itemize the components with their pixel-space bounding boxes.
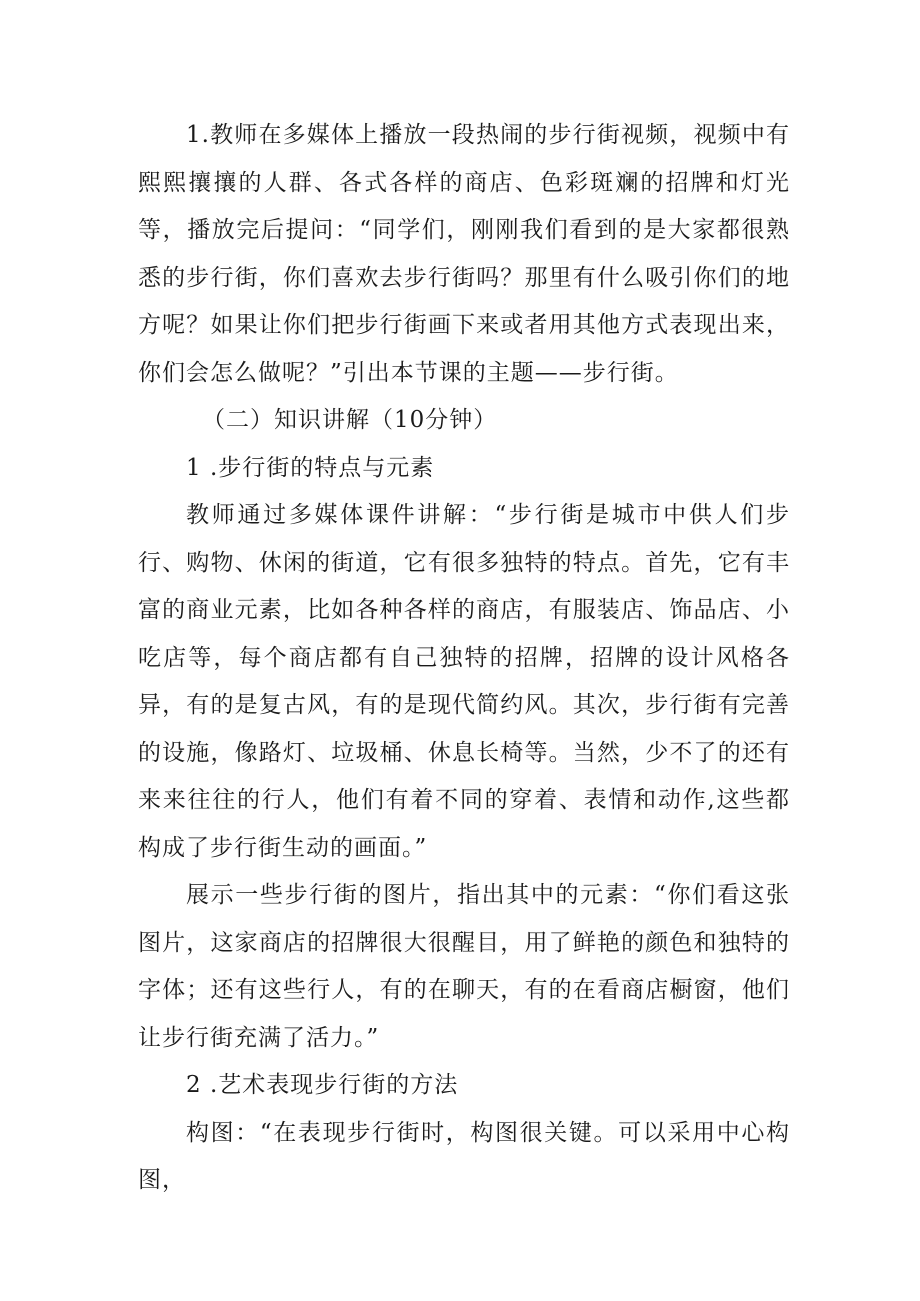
- document-body: [138, 112, 790, 1205]
- subheading-features: 1 .步行街的特点与元素: [186, 454, 435, 481]
- subheading-methods: 2 .艺术表现步行街的方法: [186, 1072, 459, 1098]
- paragraph-show-pictures: 展示一些步行街的图片，指出其中的元素：“你们看这张图片，这家商店的招牌很大很醒目，用了鲜艳的颜色和独特的字体；还有这些行人，有的在聊天，有的在看商店橱窗，他们让步行街充满了活力。”: [138, 882, 790, 1051]
- paragraph-features-explanation: 教师通过多媒体课件讲解：“步行街是城市中供人们步行、购物、休闲的街道，它有很多独特的特点。首先，它有丰富的商业元素，比如各种各样的商店，有服装店、饰品店、小吃店等，每个商店都有自己独特的招牌，招牌的设计风格各异，有的是复古风，有的是现代简约风。其次，步行街有完善的设施，像路灯、垃圾桶、休息长椅等。当然，少不了的还有来来往往的行人，他们有着不同的穿着、表情和动作,这些都构成了步行街生动的画面。”: [138, 502, 790, 861]
- paragraph-composition: 构图：“在表现步行街时，构图很关键。可以采用中心构图，: [138, 1119, 790, 1193]
- section-heading-knowledge: （二）知识讲解（10分钟）: [202, 407, 498, 433]
- paragraph-intro-video: 1.教师在多媒体上播放一段热闹的步行街视频，视频中有熙熙攘攘的人群、各式各样的商店、色彩斑斓的招牌和灯光等，播放完后提问：“同学们，刚刚我们看到的是大家都很熟悉的步行街，你们喜欢去步行街吗？那里有什么吸引你们的地方呢？如果让你们把步行街画下来或者用其他方式表现出来，你们会怎么做呢？”引出本节课的主题——步行街。: [138, 122, 790, 386]
